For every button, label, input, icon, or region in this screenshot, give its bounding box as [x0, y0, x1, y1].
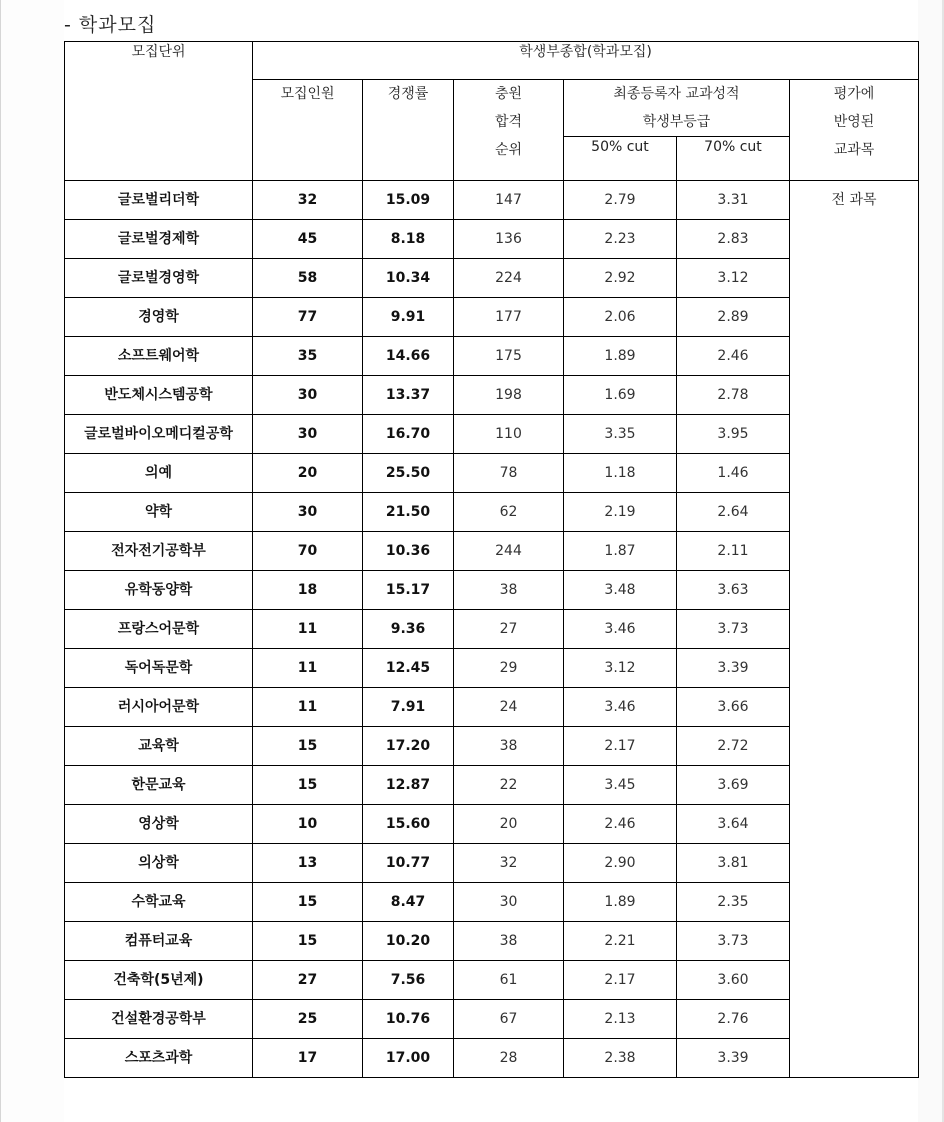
cut-70-value: 3.64	[677, 805, 790, 844]
waitlist-rank-value: 28	[454, 1039, 564, 1078]
department-name: 경영학	[65, 298, 253, 337]
cut-70-value: 3.73	[677, 610, 790, 649]
cut-50-value: 2.90	[564, 844, 677, 883]
waitlist-rank-value: 61	[454, 961, 564, 1000]
quota-value: 25	[253, 1000, 363, 1039]
quota-value: 11	[253, 688, 363, 727]
waitlist-rank-value: 30	[454, 883, 564, 922]
cut-70-value: 1.46	[677, 454, 790, 493]
competition-ratio-value: 8.18	[363, 220, 454, 259]
competition-ratio-value: 10.20	[363, 922, 454, 961]
department-name: 글로벌리더학	[65, 181, 253, 220]
waitlist-rank-value: 20	[454, 805, 564, 844]
quota-value: 77	[253, 298, 363, 337]
header-subjects-line-2: 반영된	[833, 114, 875, 130]
header-holistic-review-group: 학생부종합(학과모집)	[253, 42, 919, 80]
cut-70-value: 3.95	[677, 415, 790, 454]
header-recruitment-unit: 모집단위	[65, 42, 253, 181]
competition-ratio-value: 12.87	[363, 766, 454, 805]
department-name: 유학동양학	[65, 571, 253, 610]
quota-value: 58	[253, 259, 363, 298]
quota-value: 11	[253, 649, 363, 688]
department-name: 약학	[65, 493, 253, 532]
header-rank-line-1: 충원	[494, 86, 523, 102]
cut-50-value: 3.35	[564, 415, 677, 454]
quota-value: 45	[253, 220, 363, 259]
cut-70-value: 3.31	[677, 181, 790, 220]
quota-value: 18	[253, 571, 363, 610]
waitlist-rank-value: 62	[454, 493, 564, 532]
quota-value: 27	[253, 961, 363, 1000]
header-subjects-line-3: 교과목	[833, 142, 875, 158]
cut-50-value: 3.48	[564, 571, 677, 610]
competition-ratio-value: 15.09	[363, 181, 454, 220]
quota-value: 15	[253, 727, 363, 766]
waitlist-rank-value: 38	[454, 727, 564, 766]
waitlist-rank-value: 27	[454, 610, 564, 649]
waitlist-rank-value: 110	[454, 415, 564, 454]
competition-ratio-value: 15.17	[363, 571, 454, 610]
competition-ratio-value: 17.20	[363, 727, 454, 766]
cut-70-value: 3.81	[677, 844, 790, 883]
competition-ratio-value: 17.00	[363, 1039, 454, 1078]
quota-value: 30	[253, 376, 363, 415]
quota-value: 15	[253, 766, 363, 805]
cut-70-value: 3.12	[677, 259, 790, 298]
cut-50-value: 2.13	[564, 1000, 677, 1039]
header-quota-label: 모집인원	[280, 86, 335, 102]
waitlist-rank-value: 244	[454, 532, 564, 571]
header-waitlist-rank	[454, 80, 564, 181]
competition-ratio-value: 10.36	[363, 532, 454, 571]
cut-70-value: 2.46	[677, 337, 790, 376]
department-name: 의상학	[65, 844, 253, 883]
competition-ratio-value: 25.50	[363, 454, 454, 493]
department-name: 교육학	[65, 727, 253, 766]
cut-50-value: 2.19	[564, 493, 677, 532]
cut-50-value: 3.45	[564, 766, 677, 805]
department-name: 소프트웨어학	[65, 337, 253, 376]
competition-ratio-value: 7.91	[363, 688, 454, 727]
quota-value: 30	[253, 493, 363, 532]
waitlist-rank-value: 147	[454, 181, 564, 220]
cut-50-value: 2.21	[564, 922, 677, 961]
department-name: 프랑스어문학	[65, 610, 253, 649]
competition-ratio-value: 9.36	[363, 610, 454, 649]
cut-70-value: 3.69	[677, 766, 790, 805]
department-name: 한문교육	[65, 766, 253, 805]
department-name: 전자전기공학부	[65, 532, 253, 571]
quota-value: 17	[253, 1039, 363, 1078]
quota-value: 11	[253, 610, 363, 649]
cut-70-value: 2.64	[677, 493, 790, 532]
department-name: 수학교육	[65, 883, 253, 922]
quota-value: 32	[253, 181, 363, 220]
header-competition-ratio	[363, 80, 454, 181]
cut-70-value: 2.89	[677, 298, 790, 337]
quota-value: 20	[253, 454, 363, 493]
page-left-margin	[1, 0, 64, 1122]
waitlist-rank-value: 198	[454, 376, 564, 415]
header-cut-50: 50% cut	[564, 137, 677, 181]
cut-50-value: 2.92	[564, 259, 677, 298]
department-name: 러시아어문학	[65, 688, 253, 727]
cut-70-value: 3.39	[677, 649, 790, 688]
quota-value: 10	[253, 805, 363, 844]
waitlist-rank-value: 32	[454, 844, 564, 883]
cut-70-value: 2.76	[677, 1000, 790, 1039]
quota-value: 15	[253, 922, 363, 961]
department-name: 반도체시스템공학	[65, 376, 253, 415]
cut-50-value: 2.06	[564, 298, 677, 337]
competition-ratio-value: 13.37	[363, 376, 454, 415]
cut-50-value: 3.46	[564, 610, 677, 649]
cut-70-value: 3.63	[677, 571, 790, 610]
document-content	[64, 0, 918, 1100]
department-name: 건축학(5년제)	[65, 961, 253, 1000]
cut-70-value: 2.72	[677, 727, 790, 766]
admissions-table	[64, 41, 919, 1078]
quota-value: 30	[253, 415, 363, 454]
competition-ratio-value: 8.47	[363, 883, 454, 922]
header-rank-line-3: 순위	[494, 142, 523, 158]
cut-50-value: 2.17	[564, 961, 677, 1000]
table-body	[65, 181, 919, 1078]
competition-ratio-value: 21.50	[363, 493, 454, 532]
table-row	[65, 181, 919, 220]
competition-ratio-value: 10.76	[363, 1000, 454, 1039]
waitlist-rank-value: 177	[454, 298, 564, 337]
cut-70-value: 2.35	[677, 883, 790, 922]
department-name: 스포츠과학	[65, 1039, 253, 1078]
waitlist-rank-value: 78	[454, 454, 564, 493]
header-ratio-label: 경쟁률	[387, 86, 429, 102]
quota-value: 13	[253, 844, 363, 883]
waitlist-rank-value: 38	[454, 922, 564, 961]
competition-ratio-value: 15.60	[363, 805, 454, 844]
competition-ratio-value: 7.56	[363, 961, 454, 1000]
cut-50-value: 3.12	[564, 649, 677, 688]
department-name: 영상학	[65, 805, 253, 844]
cut-50-value: 2.38	[564, 1039, 677, 1078]
department-name: 글로벌경제학	[65, 220, 253, 259]
department-name: 의예	[65, 454, 253, 493]
page-right-margin	[918, 0, 942, 1122]
cut-50-value: 2.79	[564, 181, 677, 220]
cut-70-value: 3.39	[677, 1039, 790, 1078]
cut-70-value: 3.73	[677, 922, 790, 961]
competition-ratio-value: 10.34	[363, 259, 454, 298]
department-name: 건설환경공학부	[65, 1000, 253, 1039]
cut-50-value: 2.17	[564, 727, 677, 766]
cut-50-value: 3.46	[564, 688, 677, 727]
cut-50-value: 1.89	[564, 883, 677, 922]
department-name: 글로벌경영학	[65, 259, 253, 298]
cut-70-value: 3.60	[677, 961, 790, 1000]
header-evaluated-subjects	[790, 80, 919, 181]
cut-70-value: 2.83	[677, 220, 790, 259]
department-name: 컴퓨터교육	[65, 922, 253, 961]
header-subjects-line-1: 평가에	[833, 86, 875, 102]
waitlist-rank-value: 38	[454, 571, 564, 610]
competition-ratio-value: 12.45	[363, 649, 454, 688]
waitlist-rank-value: 67	[454, 1000, 564, 1039]
cut-50-value: 2.23	[564, 220, 677, 259]
competition-ratio-value: 10.77	[363, 844, 454, 883]
department-name: 독어독문학	[65, 649, 253, 688]
waitlist-rank-value: 24	[454, 688, 564, 727]
waitlist-rank-value: 22	[454, 766, 564, 805]
quota-value: 70	[253, 532, 363, 571]
cut-70-value: 2.78	[677, 376, 790, 415]
cut-70-value: 3.66	[677, 688, 790, 727]
waitlist-rank-value: 175	[454, 337, 564, 376]
competition-ratio-value: 14.66	[363, 337, 454, 376]
cut-50-value: 1.69	[564, 376, 677, 415]
competition-ratio-value: 9.91	[363, 298, 454, 337]
waitlist-rank-value: 224	[454, 259, 564, 298]
competition-ratio-value: 16.70	[363, 415, 454, 454]
quota-value: 15	[253, 883, 363, 922]
department-name: 글로벌바이오메디컬공학	[65, 415, 253, 454]
cut-50-value: 1.87	[564, 532, 677, 571]
header-final-grades	[564, 80, 790, 137]
quota-value: 35	[253, 337, 363, 376]
waitlist-rank-value: 29	[454, 649, 564, 688]
header-grades-line-2: 학생부등급	[642, 114, 711, 130]
cut-70-value: 2.11	[677, 532, 790, 571]
evaluated-subjects-value: 전 과목	[790, 181, 919, 1078]
header-quota	[253, 80, 363, 181]
header-cut-70: 70% cut	[677, 137, 790, 181]
header-grades-line-1: 최종등록자 교과성적	[613, 86, 740, 102]
cut-50-value: 1.18	[564, 454, 677, 493]
header-rank-line-2: 합격	[494, 114, 523, 130]
section-title: - 학과모집	[64, 14, 157, 36]
cut-50-value: 2.46	[564, 805, 677, 844]
waitlist-rank-value: 136	[454, 220, 564, 259]
cut-50-value: 1.89	[564, 337, 677, 376]
